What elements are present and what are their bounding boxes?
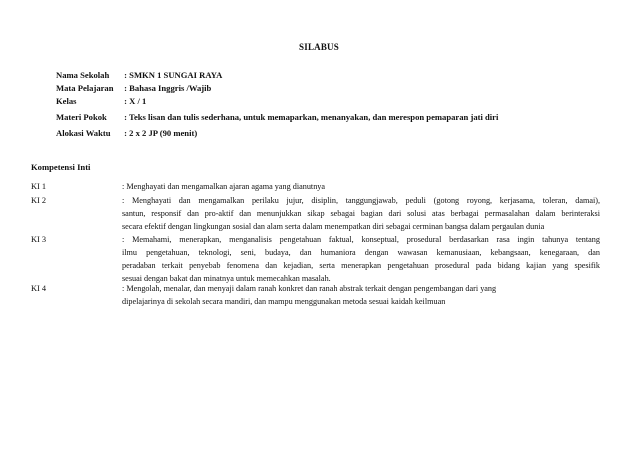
ki-line: sesuai dengan bakat dan minatnya untuk memecahkan masalah. <box>122 274 331 283</box>
section-title: Kompetensi Inti <box>31 162 91 172</box>
info-row-school <box>56 70 222 80</box>
ki-code: KI 2 <box>31 196 47 205</box>
ki-line: secara efektif dengan lingkungan sosial dan alam serta dalam menempatkan diri sebagai cerminan bangsa dalam pergaulan dunia <box>122 222 545 231</box>
ki-line: : Menghayati dan mengamalkan perilaku jujur, disiplin, tanggungjawab, peduli (gotong royong, kerjasama, toleran, damai), <box>122 196 600 205</box>
ki-line: dipelajarinya di sekolah secara mandiri, dan mampu menggunakan metoda sesuai kaidah keilmuan <box>122 297 446 306</box>
info-label: Mata Pelajaran <box>56 83 114 93</box>
info-value: : Teks lisan dan tulis sederhana, untuk memaparkan, menanyakan, dan merespon pemaparan jati diri <box>124 112 499 122</box>
ki-line: : Menghayati dan mengamalkan ajaran agama yang dianutnya <box>122 182 326 191</box>
info-value: : Bahasa Inggris /Wajib <box>124 83 212 93</box>
info-value: : SMKN 1 SUNGAI RAYA <box>124 70 223 80</box>
ki-code: KI 4 <box>31 284 47 293</box>
ki-code: KI 3 <box>31 235 47 244</box>
info-label: Kelas <box>56 96 77 106</box>
ki-line: : Memahami, menerapkan, menganalisis pengetahuan faktual, konseptual, prosedural berdasarkan rasa ingin tahunya tentang <box>122 235 600 244</box>
info-row-class <box>56 96 146 106</box>
info-label: Alokasi Waktu <box>56 128 111 138</box>
info-label: Nama Sekolah <box>56 70 110 80</box>
ki-line: : Mengolah, menalar, dan menyaji dalam ranah konkret dan ranah abstrak terkait dengan pengembangan dari yang <box>122 284 497 293</box>
ki-line: ilmu pengetahuan, teknologi, seni, budaya, dan humaniora dengan wawasan kemanusiaan, kebangsaan, kenegaraan, dan <box>122 248 600 257</box>
info-value: : X / 1 <box>124 96 147 106</box>
info-row-topic <box>56 112 498 122</box>
info-label: Materi Pokok <box>56 112 107 122</box>
info-value: : 2 x 2 JP (90 menit) <box>124 128 198 138</box>
ki-line: santun, responsif dan pro-aktif dan menunjukkan sikap sebagai bagian dari solusi atas berbagai permasalahan dalam berinteraksi <box>122 209 600 218</box>
ki-code: KI 1 <box>31 182 47 191</box>
info-row-subject <box>56 83 211 93</box>
page-title: SILABUS <box>299 42 339 52</box>
info-row-time <box>56 128 197 138</box>
ki-line: peradaban terkait penyebab fenomena dan kejadian, serta menerapkan pengetahuan prosedural pada bidang kajian yang spesifik <box>122 261 600 270</box>
